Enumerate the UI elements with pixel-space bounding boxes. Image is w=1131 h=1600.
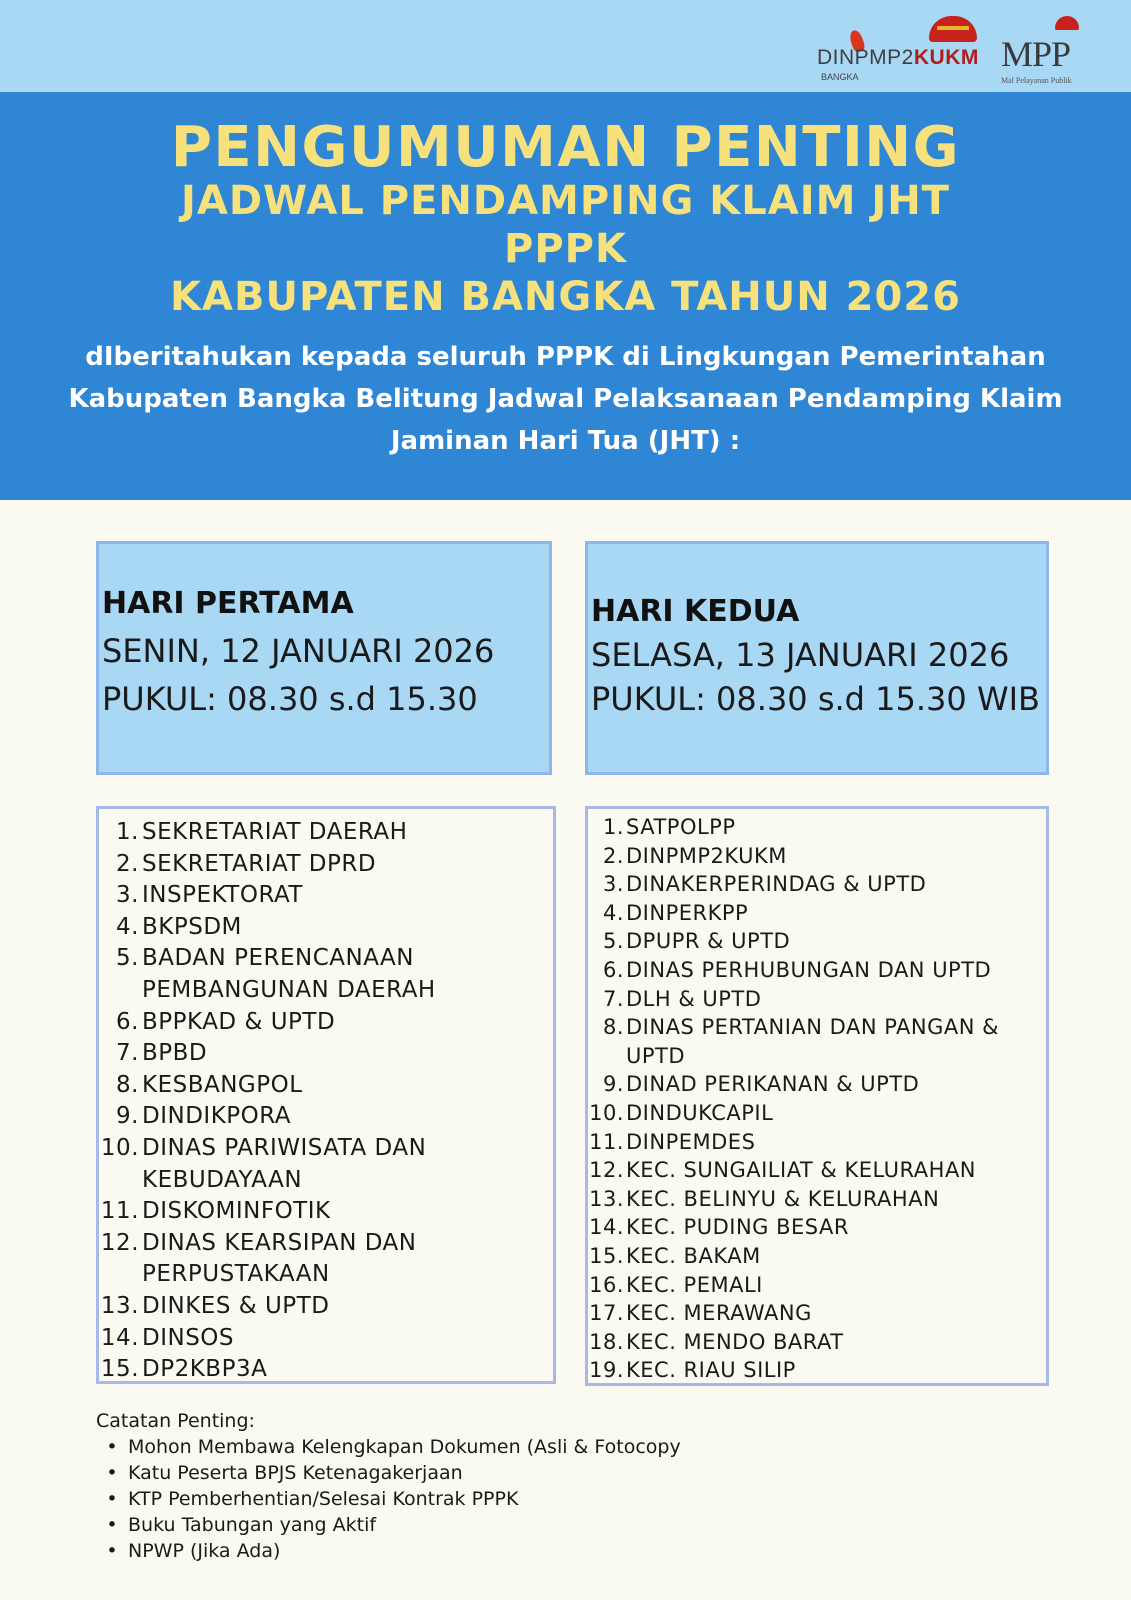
list-item bbox=[588, 1242, 1046, 1271]
day-two-agency-items bbox=[588, 813, 1046, 1385]
note-item bbox=[96, 1460, 681, 1486]
list-item-label: DINAS KEARSIPAN DAN bbox=[142, 1229, 417, 1256]
list-item-number bbox=[588, 1042, 626, 1071]
crown-icon bbox=[1055, 16, 1079, 30]
list-item bbox=[99, 1323, 553, 1355]
list-item bbox=[588, 1271, 1046, 1300]
list-item bbox=[99, 912, 553, 944]
list-item-label: PERPUSTAKAAN bbox=[142, 1261, 330, 1288]
list-item bbox=[588, 927, 1046, 956]
list-item bbox=[588, 813, 1046, 842]
list-item-label: DINAS PERHUBUNGAN DAN UPTD bbox=[626, 957, 992, 982]
list-item-number: 7. bbox=[602, 986, 624, 1011]
announcement-intro: dIberitahukan kepada seluruh PPPK di Lingkungan Pemerintahan Kabupaten Bangka Belitung Jadwal Pelaksanaan Pendamping Klaim Jaminan Hari Tua (JHT) : bbox=[68, 342, 1063, 456]
list-item-label: BADAN PERENCANAAN bbox=[142, 945, 415, 972]
day-one-time: PUKUL: 08.30 s.d 15.30 bbox=[102, 680, 478, 718]
list-item-label: DINDIKPORA bbox=[142, 1103, 292, 1130]
list-item-label: KEC. SUNGAILIAT & KELURAHAN bbox=[626, 1158, 977, 1183]
list-item-number: 8. bbox=[602, 1015, 624, 1040]
list-item-label: DLH & UPTD bbox=[626, 986, 762, 1011]
list-item bbox=[588, 899, 1046, 928]
announcement-subtitle-3: KABUPATEN BANGKA TAHUN 2026 bbox=[170, 274, 961, 320]
list-item-label: KEC. RIAU SILIP bbox=[626, 1358, 796, 1383]
list-item-label: DISKOMINFOTIK bbox=[142, 1198, 331, 1225]
note-text: Buku Tabungan yang Aktif bbox=[128, 1514, 377, 1536]
list-item bbox=[99, 1354, 553, 1386]
list-item-label: BKPSDM bbox=[142, 913, 242, 940]
note-text: NPWP (Jika Ada) bbox=[128, 1540, 281, 1562]
list-item bbox=[99, 1007, 553, 1039]
list-item-label: DINAS PERTANIAN DAN PANGAN & bbox=[626, 1015, 999, 1040]
note-text: KTP Pemberhentian/Selesai Kontrak PPPK bbox=[128, 1488, 519, 1510]
list-item-number: 10. bbox=[589, 1100, 624, 1125]
list-item bbox=[588, 1156, 1046, 1185]
bullet-icon: • bbox=[106, 1436, 118, 1458]
note-item bbox=[96, 1486, 681, 1512]
list-item-label: KEC. BAKAM bbox=[626, 1243, 761, 1268]
list-item-number: 18. bbox=[589, 1329, 624, 1354]
list-item-number: 8. bbox=[116, 1071, 139, 1098]
list-item-number: 2. bbox=[602, 843, 624, 868]
list-item-number: 1. bbox=[602, 815, 624, 839]
important-notes bbox=[96, 1408, 681, 1564]
list-item-label: DINDUKCAPIL bbox=[626, 1100, 774, 1125]
list-item-number: 6. bbox=[602, 957, 624, 982]
note-item bbox=[96, 1538, 681, 1564]
announcement-header bbox=[0, 92, 1131, 500]
list-item bbox=[588, 985, 1046, 1014]
list-item-label: BPPKAD & UPTD bbox=[142, 1008, 336, 1035]
announcement-title: PENGUMUMAN PENTING bbox=[170, 115, 961, 180]
list-item-number: 16. bbox=[589, 1272, 624, 1297]
crown-icon bbox=[929, 16, 977, 42]
list-item-number bbox=[99, 1165, 142, 1197]
day-one-date: SENIN, 12 JANUARI 2026 bbox=[102, 632, 495, 670]
list-item bbox=[588, 1128, 1046, 1157]
list-item-label: KEC. PUDING BESAR bbox=[626, 1215, 849, 1240]
list-item-label: DINKES & UPTD bbox=[142, 1292, 330, 1319]
list-item bbox=[588, 842, 1046, 871]
list-item-number: 17. bbox=[589, 1301, 624, 1326]
list-item-label: DINAS PARIWISATA DAN bbox=[142, 1134, 427, 1161]
day-two-card bbox=[585, 541, 1049, 775]
list-item-number: 5. bbox=[602, 929, 624, 954]
list-item bbox=[99, 975, 553, 1007]
list-item-number: 9. bbox=[116, 1103, 139, 1130]
list-item-number: 12. bbox=[589, 1158, 624, 1183]
list-item-label: UPTD bbox=[626, 1043, 686, 1068]
note-text: Mohon Membawa Kelengkapan Dokumen (Asli & Fotocopy bbox=[128, 1436, 681, 1458]
list-item bbox=[588, 1042, 1046, 1071]
bullet-icon: • bbox=[106, 1462, 118, 1484]
list-item-label: PEMBANGUNAN DAERAH bbox=[142, 976, 436, 1003]
list-item bbox=[588, 1299, 1046, 1328]
day-two-time: PUKUL: 08.30 s.d 15.30 WIB bbox=[591, 680, 1040, 718]
list-item bbox=[99, 1291, 553, 1323]
list-item-number bbox=[99, 1259, 142, 1291]
list-item-number bbox=[99, 975, 142, 1007]
list-item-label: INSPEKTORAT bbox=[142, 882, 303, 909]
announcement-subtitle-2: PPPK bbox=[504, 226, 627, 272]
logo-group bbox=[811, 12, 1089, 84]
day-one-agency-list bbox=[96, 806, 556, 1384]
bullet-icon: • bbox=[106, 1540, 118, 1562]
day-one-card bbox=[96, 541, 552, 775]
day-one-agency-items bbox=[99, 817, 553, 1386]
list-item bbox=[588, 1356, 1046, 1385]
list-item bbox=[99, 1259, 553, 1291]
note-item bbox=[96, 1512, 681, 1538]
list-item bbox=[99, 1228, 553, 1260]
list-item-label: DP2KBP3A bbox=[142, 1356, 268, 1383]
day-two-heading: HARI KEDUA bbox=[591, 594, 800, 629]
list-item-label: SATPOLPP bbox=[626, 815, 736, 839]
list-item bbox=[99, 849, 553, 881]
mpp-sublabel: Mal Pelayanan Publik bbox=[1001, 76, 1072, 85]
list-item bbox=[588, 870, 1046, 899]
list-item-label: DINSOS bbox=[142, 1324, 235, 1351]
list-item bbox=[99, 1101, 553, 1133]
list-item-label: KEC. MERAWANG bbox=[626, 1301, 812, 1326]
list-item-label: KEC. BELINYU & KELURAHAN bbox=[626, 1186, 940, 1211]
bullet-icon: • bbox=[106, 1514, 118, 1536]
mpp-wordmark: MPP bbox=[1001, 34, 1071, 74]
list-item-label: SEKRETARIAT DAERAH bbox=[142, 819, 408, 845]
dinpmp2kukm-wordmark: DINPMP2KUKM bbox=[817, 46, 979, 69]
list-item-number: 15. bbox=[100, 1356, 139, 1383]
list-item bbox=[99, 1070, 553, 1102]
list-item bbox=[99, 943, 553, 975]
list-item-label: BPBD bbox=[142, 1040, 208, 1067]
list-item-label: SEKRETARIAT DPRD bbox=[142, 850, 377, 877]
list-item bbox=[99, 817, 553, 849]
list-item-number: 13. bbox=[589, 1186, 624, 1211]
day-two-agency-list bbox=[585, 806, 1049, 1386]
list-item-label: KEC. MENDO BARAT bbox=[626, 1329, 844, 1354]
notes-title: Catatan Penting: bbox=[96, 1410, 255, 1432]
list-item-number: 11. bbox=[589, 1129, 624, 1154]
list-item-label: KEBUDAYAAN bbox=[142, 1166, 303, 1193]
bullet-icon: • bbox=[106, 1488, 118, 1510]
list-item-number: 3. bbox=[602, 872, 624, 897]
announcement-subtitle: JADWAL PENDAMPING KLAIM JHT bbox=[181, 178, 950, 224]
list-item-label: DINPERKPP bbox=[626, 900, 749, 925]
list-item bbox=[99, 1038, 553, 1070]
list-item bbox=[588, 1213, 1046, 1242]
list-item bbox=[99, 880, 553, 912]
list-item-number: 14. bbox=[100, 1324, 139, 1351]
list-item-number: 11. bbox=[100, 1198, 139, 1225]
list-item-number: 12. bbox=[100, 1229, 139, 1256]
dinpmp2kukm-sublabel: BANGKA bbox=[821, 72, 859, 82]
list-item-label: DPUPR & UPTD bbox=[626, 929, 791, 954]
dinpmp2kukm-logo bbox=[811, 12, 983, 84]
list-item-number: 19. bbox=[589, 1358, 624, 1383]
list-item-number: 9. bbox=[602, 1072, 624, 1097]
list-item-label: DINPEMDES bbox=[626, 1129, 756, 1154]
mpp-logo bbox=[1001, 12, 1089, 84]
list-item-number: 2. bbox=[116, 850, 139, 877]
list-item-label: DINAD PERIKANAN & UPTD bbox=[626, 1072, 920, 1097]
list-item bbox=[99, 1133, 553, 1165]
list-item-number: 13. bbox=[100, 1292, 139, 1319]
note-text: Katu Peserta BPJS Ketenagakerjaan bbox=[128, 1462, 463, 1484]
note-item bbox=[96, 1434, 681, 1460]
list-item bbox=[588, 1185, 1046, 1214]
list-item bbox=[99, 1165, 553, 1197]
list-item-label: KESBANGPOL bbox=[142, 1071, 303, 1098]
list-item bbox=[588, 1328, 1046, 1357]
day-one-heading: HARI PERTAMA bbox=[102, 586, 354, 621]
list-item bbox=[588, 956, 1046, 985]
list-item-number: 14. bbox=[589, 1215, 624, 1240]
list-item-label: DINPMP2KUKM bbox=[626, 843, 787, 868]
list-item-number: 5. bbox=[116, 945, 139, 972]
list-item-number: 1. bbox=[116, 819, 139, 845]
list-item bbox=[99, 1196, 553, 1228]
list-item bbox=[588, 1099, 1046, 1128]
list-item-number: 10. bbox=[100, 1134, 139, 1161]
list-item-number: 15. bbox=[589, 1243, 624, 1268]
list-item bbox=[588, 1070, 1046, 1099]
top-banner bbox=[0, 0, 1131, 92]
notes-list bbox=[96, 1434, 681, 1564]
list-item-label: KEC. PEMALI bbox=[626, 1272, 763, 1297]
list-item-number: 4. bbox=[602, 900, 624, 925]
list-item bbox=[588, 1013, 1046, 1042]
day-two-date: SELASA, 13 JANUARI 2026 bbox=[591, 636, 1010, 674]
list-item-number: 3. bbox=[116, 882, 139, 909]
list-item-label: DINAKERPERINDAG & UPTD bbox=[626, 872, 927, 897]
list-item-number: 6. bbox=[116, 1008, 139, 1035]
list-item-number: 7. bbox=[116, 1040, 139, 1067]
list-item-number: 4. bbox=[116, 913, 139, 940]
